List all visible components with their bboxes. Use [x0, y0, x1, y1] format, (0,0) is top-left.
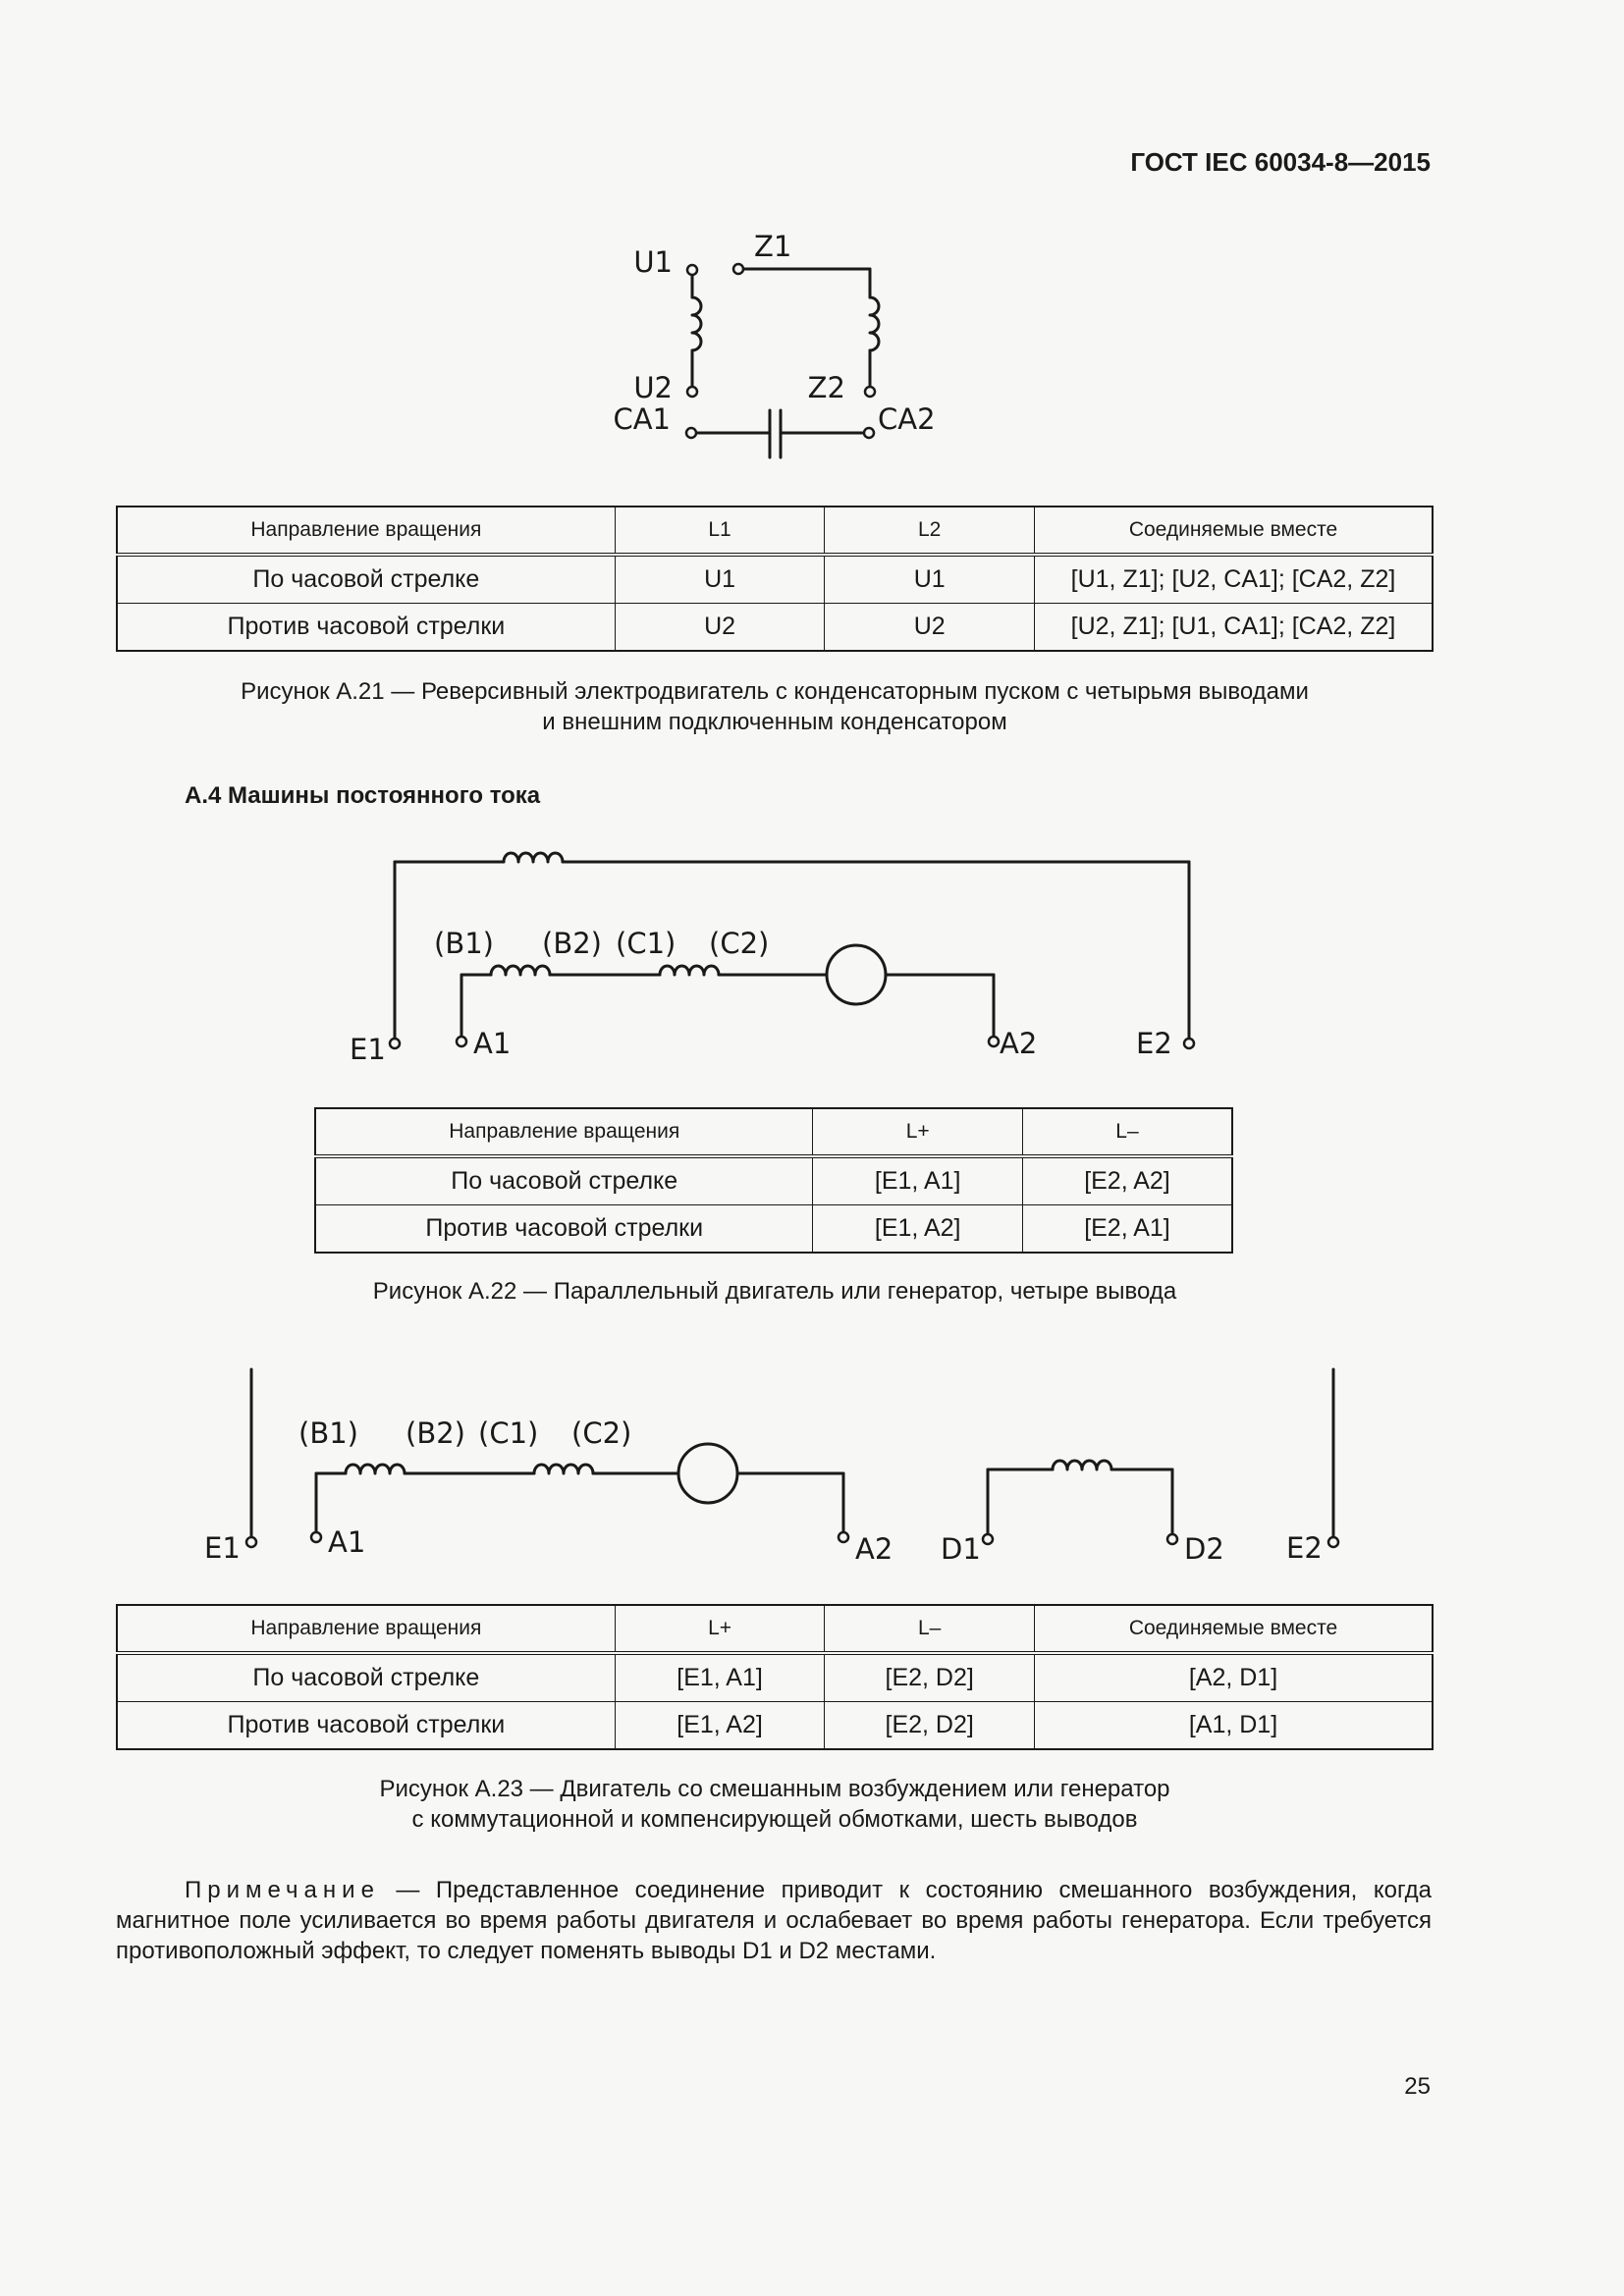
label-u2: U2: [633, 371, 673, 404]
table-cell: [E2, D2]: [825, 1653, 1035, 1702]
table-header-cell: Направление вращения: [117, 507, 615, 555]
caption-line: Рисунок А.21 — Реверсивный электродвигатель с конденсаторным пуском с четырьмя выводами: [241, 678, 1309, 705]
table-cell: U2: [615, 604, 825, 652]
table-cell: [E2, D2]: [825, 1702, 1035, 1750]
table-header-row: [117, 507, 1433, 555]
label-e1: E1: [204, 1531, 241, 1565]
figure-a21-table: [116, 506, 1434, 652]
table-header-cell: Соединяемые вместе: [1035, 507, 1434, 555]
label-b2: (B2): [542, 927, 602, 960]
table-header-cell: L+: [615, 1605, 825, 1653]
label-a2: A2: [855, 1532, 893, 1566]
label-c2: (C2): [571, 1416, 632, 1450]
label-d2: D2: [1184, 1532, 1224, 1566]
table-header-cell: L1: [615, 507, 825, 555]
label-u1: U1: [633, 245, 673, 279]
table-cell: Против часовой стрелки: [117, 604, 615, 652]
label-c2: (C2): [709, 927, 770, 960]
note-label: Примечание: [185, 1877, 380, 1903]
label-c1: (C1): [478, 1416, 539, 1450]
table-header-cell: Направление вращения: [117, 1605, 615, 1653]
label-e1: E1: [350, 1033, 386, 1066]
label-b1: (B1): [434, 927, 494, 960]
table-row: [117, 1653, 1433, 1702]
table-cell: Против часовой стрелки: [117, 1702, 615, 1750]
table-cell: [E2, A1]: [1022, 1205, 1232, 1254]
table-header-cell: L–: [1022, 1108, 1232, 1156]
note-paragraph: [116, 1875, 1432, 1966]
figure-a23-diagram: [251, 1369, 1333, 1537]
table-cell: U1: [615, 555, 825, 604]
table-cell: [E1, A2]: [813, 1205, 1023, 1254]
figure-a23-table: [116, 1604, 1434, 1750]
table-row: [117, 604, 1433, 652]
label-z1: Z1: [754, 230, 792, 263]
note-text: — Представленное соединение приводит к состоянию смешанного возбуждения, когда магнитное поле усиливается во время работы двигателя и ослабевает во время работы генератора. Если требуется противоположный эффект, то следует поменять выводы D1 и D2 местами.: [116, 1877, 1432, 1964]
table-cell: [U2, Z1]; [U1, CA1]; [CA2, Z2]: [1035, 604, 1434, 652]
terminal-markers: [246, 264, 1338, 1547]
table-cell: [A1, D1]: [1035, 1702, 1434, 1750]
table-header-cell: Направление вращения: [315, 1108, 813, 1156]
caption-line: Рисунок А.22 — Параллельный двигатель или генератор, четыре вывода: [372, 1278, 1177, 1305]
table-header-cell: L–: [825, 1605, 1035, 1653]
label-a1: A1: [473, 1027, 512, 1060]
figure-a22-diagram: [395, 853, 1189, 1039]
label-e2: E2: [1286, 1531, 1323, 1565]
table-cell: По часовой стрелке: [117, 1653, 615, 1702]
table-cell: U2: [825, 604, 1035, 652]
table-cell: [A2, D1]: [1035, 1653, 1434, 1702]
table-cell: U1: [825, 555, 1035, 604]
figure-a22-caption: [116, 1276, 1434, 1307]
caption-line: с коммутационной и компенсирующей обмотками, шесть выводов: [411, 1806, 1138, 1833]
label-z2: Z2: [807, 371, 845, 404]
table-cell: По часовой стрелке: [117, 555, 615, 604]
table-row: [117, 1702, 1433, 1750]
label-a2: A2: [1000, 1027, 1038, 1060]
section-heading: А.4 Машины постоянного тока: [185, 782, 541, 809]
table-cell: [E1, A1]: [813, 1156, 1023, 1205]
figure-a21-diagram: [692, 269, 879, 457]
label-ca1: CA1: [613, 402, 671, 436]
figure-a21-caption: [116, 676, 1434, 737]
label-e2: E2: [1136, 1027, 1172, 1060]
caption-line: и внешним подключенным конденсатором: [542, 709, 1007, 735]
table-header-row: [117, 1605, 1433, 1653]
caption-line: Рисунок А.23 — Двигатель со смешанным возбуждением или генератор: [379, 1776, 1170, 1802]
label-a1: A1: [328, 1525, 366, 1559]
table-header-cell: L+: [813, 1108, 1023, 1156]
label-b2: (B2): [406, 1416, 465, 1450]
label-d1: D1: [941, 1532, 981, 1566]
table-header-row: [315, 1108, 1232, 1156]
label-b1: (B1): [298, 1416, 358, 1450]
figure-a22-table: [314, 1107, 1233, 1254]
label-c1: (C1): [616, 927, 677, 960]
table-row: [117, 555, 1433, 604]
table-cell: По часовой стрелке: [315, 1156, 813, 1205]
table-cell: [E1, A2]: [615, 1702, 825, 1750]
label-ca2: CA2: [878, 402, 936, 436]
page-number: 25: [1404, 2073, 1431, 2100]
table-cell: [E2, A2]: [1022, 1156, 1232, 1205]
document-id-header: ГОСТ IEC 60034-8—2015: [1130, 147, 1431, 177]
figure-a23-caption: [116, 1774, 1434, 1835]
table-cell: [U1, Z1]; [U2, CA1]; [CA2, Z2]: [1035, 555, 1434, 604]
table-header-cell: Соединяемые вместе: [1035, 1605, 1434, 1653]
table-cell: [E1, A1]: [615, 1653, 825, 1702]
table-row: [315, 1205, 1232, 1254]
table-header-cell: L2: [825, 507, 1035, 555]
table-cell: Против часовой стрелки: [315, 1205, 813, 1254]
table-row: [315, 1156, 1232, 1205]
